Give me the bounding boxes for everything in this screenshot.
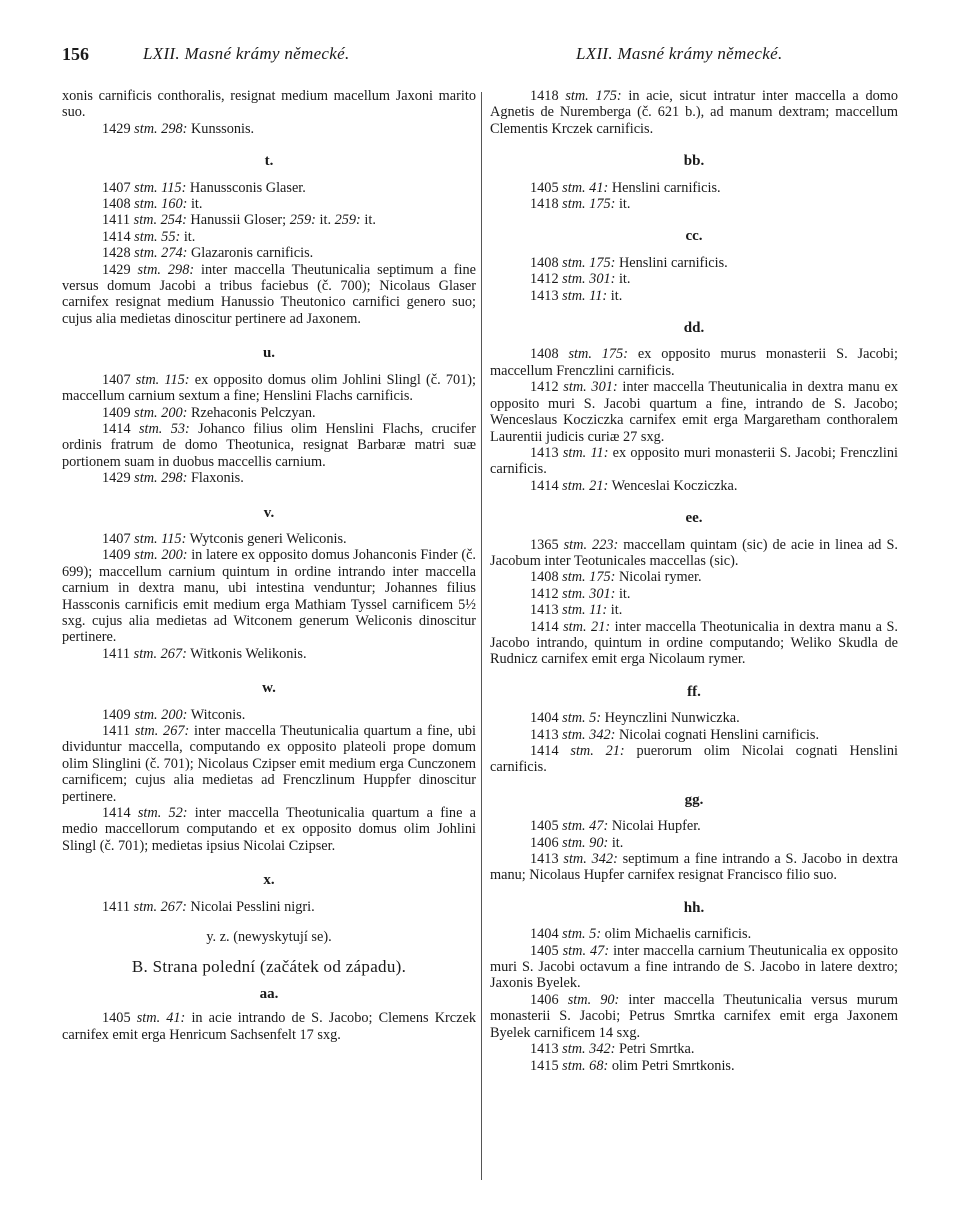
entry: 1408 stm. 175: ex opposito murus monasterii S. Jacobi; maccellum Frenczlini carnificis. [490, 346, 899, 379]
entry: 1406 stm. 90: inter maccella Theutunicalia versus murum monasterii S. Jacobi; Petrus Smrtka carnifex emit erga Jaxonem Byelek carnificem 14 sxg. [490, 991, 898, 1041]
section-heading-hh: hh. [683, 899, 705, 916]
section-heading-v: v. [263, 504, 275, 521]
left-column [62, 88, 476, 1043]
entry: 1411 stm. 267: inter maccella Theutunicalia quartum a fine, ubi dividuntur maccella, computando ex opposito plateoli prope domum olim Slinglini (č. 701); Nicolaus Czipser emit medium erga Cunczonem carnificem; cujus alia medietas ad Frenczlinum Huppfer dinoscitur pertinere. [62, 723, 477, 805]
entry: 1404 stm. 5: olim Michaelis carnificis. [530, 926, 752, 943]
section-heading-x: x. [263, 872, 275, 889]
column-divider [481, 92, 482, 1180]
entry: 1411 stm. 267: Witkonis Welikonis. [102, 645, 307, 662]
section-heading-ee: ee. [685, 510, 703, 527]
entry: 1404 stm. 5: Heynczlini Nunwiczka. [530, 710, 740, 727]
section-note-yz: y. z. (newyskytují se). [206, 929, 332, 946]
entry: 1429 stm. 298: inter maccella Theutunicalia septimum a fine versus domum Jacobi a tribus faciebus (č. 700); Nicolaus Glaser carnifex resignat medium Hanussio Theutonico carnifici genero suo; cujus alia medietas dinoscitur pertinere ad Jaxonem. [62, 261, 476, 327]
entry: 1405 stm. 47: Nicolai Hupfer. [530, 818, 701, 835]
entry: 1405 stm. 47: inter maccella carnium Theutunicalia ex opposito muri S. Jacobi octavum a fine intrando de S. Jacobo in latere dextro; Jaxonis Byelek. [490, 942, 898, 992]
section-heading-aa: aa. [259, 985, 279, 1002]
entry: 1413 stm. 342: septimum a fine intrando a S. Jacobo in dextra manu; Nicolaus Hupfer carnifex resignat Francisco filio suo. [490, 851, 898, 884]
section-heading-bb: bb. [683, 153, 705, 170]
entry: 1412 stm. 301: inter maccella Theutunicalia in dextra manu ex opposito muri S. Jacobi quartum a fine, intrando de S. Jacobo; Wenceslaus Kocziczka carnifex emit erga Margaretham conthoralem Laurentii judicis curiæ 27 sxg. [490, 379, 899, 445]
entry-continuation: xonis carnificis conthoralis, resignat medium macellum Jaxoni marito suo. [62, 88, 476, 121]
entry: 1414 stm. 21: puerorum olim Nicolai cognati Henslini carnificis. [490, 743, 898, 776]
entry: 1408 stm. 175: Nicolai rymer. [530, 569, 702, 586]
right-column [490, 88, 898, 1074]
stm-ref: stm. 298: [134, 120, 188, 137]
header-title-right: LXII. Masné krámy německé. [576, 44, 783, 63]
entry: 1405 stm. 41: Henslini carnificis. [530, 179, 721, 196]
entry: 1414 stm. 21: Wenceslai Kocziczka. [530, 477, 738, 494]
entry: 1411 stm. 267: Nicolai Pesslini nigri. [102, 898, 315, 915]
entry: 1413 stm. 11: ex opposito muri monasterii S. Jacobi; Frenczlini carnificis. [490, 444, 898, 478]
section-heading-gg: gg. [684, 791, 704, 808]
section-heading-cc: cc. [685, 228, 703, 245]
entry: 1428 stm. 274: Glazaronis carnificis. [102, 245, 314, 262]
entry: 1429 stm. 298: Kunssonis. [102, 120, 255, 137]
entry: 1407 stm. 115: Hanussconis Glaser. [102, 179, 306, 196]
section-heading-w: w. [262, 680, 276, 697]
entry: 1414 stm. 55: it. [102, 228, 196, 245]
entry: 1408 stm. 160: it. [102, 196, 203, 213]
header-title-left: LXII. Masné krámy německé. [143, 44, 350, 63]
section-heading-dd: dd. [683, 320, 705, 337]
section-heading-u: u. [262, 345, 276, 362]
entry: 1412 stm. 301: it. [530, 585, 631, 602]
page-number: 156 [62, 44, 89, 64]
entry: 1412 stm. 301: it. [530, 271, 631, 288]
entry: 1414 stm. 52: inter maccella Theotunicalia quartum a fine a medio maccellorum computando et ex opposito domus olim Johlini Slingl (č. 701); medietas ipsius Nicolai Czipser. [62, 805, 476, 854]
entry: 1406 stm. 90: it. [530, 834, 624, 851]
entry: 1429 stm. 298: Flaxonis. [102, 470, 244, 487]
entry: 1409 stm. 200: Rzehaconis Pelczyan. [102, 404, 316, 421]
section-heading-t: t. [264, 153, 274, 170]
entry: 1365 stm. 223: maccellam quintam (sic) de acie in linea ad S. Jacobum inter Teotunicales maccellas (sic). [490, 536, 898, 569]
entry: 1411 stm. 254: Hanussii Gloser; 259: it. 259: it. [102, 212, 376, 229]
entry: 1407 stm. 115: ex opposito domus olim Johlini Slingl (č. 701); maccellum carnium sextum a fine; Henslini Flachs carnificis. [62, 371, 477, 405]
entry: 1413 stm. 11: it. [530, 287, 623, 304]
entry: 1418 stm. 175: in acie, sicut intratur inter maccella a domo Agnetis de Nuremberga (č. 621 b.), ad manum dextram; maccellum Clementis Krczek carnificis. [490, 88, 899, 137]
entry: 1405 stm. 41: in acie intrando de S. Jacobo; Clemens Krczek carnifex emit erga Henricum Sachsenfelt 17 sxg. [62, 1010, 476, 1043]
entry: 1408 stm. 175: Henslini carnificis. [530, 254, 728, 271]
entry: 1409 stm. 200: in latere ex opposito domus Johanconis Finder (č. 699); maccellum carnium quintum in ordine intrando inter maccella carnium in dextra manu, ubi intestina venduntur; Johannes filius Hassconis carnificis emit medium erga Mathiam Tyssel carnificem 5½ sxg. cujus alia medietas ad Witconem generum Weliconis dinoscitur pertinere. [62, 547, 477, 646]
entry: 1413 stm. 342: Nicolai cognati Henslini carnificis. [530, 726, 820, 743]
entry: 1415 stm. 68: olim Petri Smrtkonis. [530, 1057, 735, 1074]
entry: 1414 stm. 53: Johanco filius olim Henslini Flachs, crucifer ordinis fratrum de domo Theotunica, resignat Barbaræ matri suæ portionem suam in duobus maccellis carnium. [62, 420, 476, 470]
entry: 1414 stm. 21: inter maccella Theotunicalia in dextra manu a S. Jacobo intrando, quintum in ordine computando; Weliko Skudla de Rudnicz carnifex emit erga Nicolaum rymer. [490, 618, 899, 668]
running-header [0, 44, 960, 68]
part-heading: B. Strana polední (začátek od západu). [131, 957, 407, 977]
entry: 1418 stm. 175: it. [530, 196, 631, 213]
entry: 1413 stm. 342: Petri Smrtka. [530, 1041, 695, 1058]
entry: 1407 stm. 115: Wytconis generi Weliconis. [102, 530, 347, 547]
entry: 1409 stm. 200: Witconis. [102, 706, 246, 723]
section-heading-ff: ff. [687, 683, 701, 700]
entry: 1413 stm. 11: it. [530, 602, 623, 619]
